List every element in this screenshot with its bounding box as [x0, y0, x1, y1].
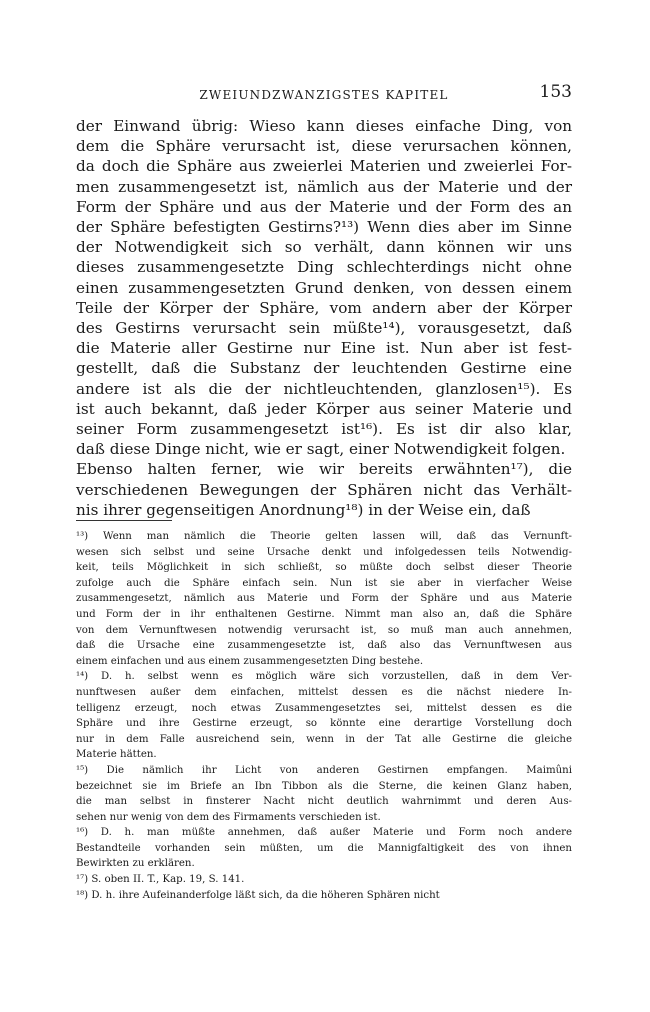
footnote-line: bezeichnet sie im Briefe an Ibn Tibbon als die Sterne, die keinen Glanz haben, [76, 780, 572, 792]
footnote-line: ¹⁶) D. h. man müßte annehmen, daß außer Materie und Form noch andere [76, 827, 572, 839]
footnote-line: Sphäre und ihre Gestirne erzeugt, so könnte eine derartige Vorstellung doch [76, 718, 572, 730]
footnote-line: daß die Ursache eine zusammengesetzte ist, daß also das Vernunftwesen aus [76, 640, 572, 652]
body-text-line: ist auch bekannt, daß jeder Körper aus seiner Materie und [76, 399, 572, 418]
running-title: ZWEIUNDZWANZIGSTES KAPITEL [199, 88, 449, 102]
footnote-line: von dem Vernunftwesen notwendig verursacht ist, so muß man auch annehmen, [76, 624, 572, 636]
footnote-line: ¹⁴) D. h. selbst wenn es möglich wäre sich vorzustellen, daß in dem Ver- [76, 671, 572, 683]
footnote-line: ¹⁵) Die nämlich ihr Licht von anderen Gestirnen empfangen. Maimûni [76, 764, 572, 776]
footnote-separator [76, 520, 172, 521]
body-text-line: des Gestirns verursacht sein müßte¹⁴), vorausgesetzt, daß [76, 319, 572, 338]
footnote-line: Materie hätten. [76, 749, 157, 761]
footnote-line: sehen nur wenig von dem des Firmaments verschieden ist. [76, 811, 381, 823]
body-text-line: seiner Form zusammengesetzt ist¹⁶). Es ist dir also klar, [76, 420, 572, 439]
footnote-line: nur in dem Falle ausreichend sein, wenn in der Tat alle Gestirne die gleiche [76, 733, 572, 745]
footnote-line: nunftwesen außer dem einfachen, mittelst dessen es die nächst niedere In- [76, 686, 572, 698]
body-text-line: der Notwendigkeit sich so verhält, dann können wir uns [76, 238, 572, 257]
footnote-line: und Form der in ihr enthaltenen Gestirne. Nimmt man also an, daß die Sphäre [76, 608, 572, 620]
body-text-line: Ebenso halten ferner, wie wir bereits erwähnten¹⁷), die [76, 460, 572, 479]
body-text-line: der Sphäre befestigten Gestirns?¹³) Wenn dies aber im Sinne [76, 218, 572, 237]
body-text-line: Teile der Körper der Sphäre, vom andern aber der Körper [76, 298, 572, 317]
body-text-line: nis ihrer gegenseitigen Anordnung¹⁸) in der Weise ein, daß [76, 500, 531, 519]
body-text-line: andere ist als die der nichtleuchtenden, glanzlosen¹⁵). Es [76, 379, 572, 398]
footnotes [76, 529, 572, 903]
body-text-line: verschiedenen Bewegungen der Sphären nicht das Verhält- [76, 480, 572, 499]
footnote-line: Bestandteile vorhanden sein müßten, um die Mannigfaltigkeit des von ihnen [76, 842, 572, 854]
body-text-line: Form der Sphäre und aus der Materie und der Form des an [76, 197, 572, 216]
body-text-line: men zusammengesetzt ist, nämlich aus der Materie und der [76, 177, 572, 196]
footnote-line: ¹³) Wenn man nämlich die Theorie gelten lassen will, daß das Vernunft- [76, 531, 572, 542]
footnote-line: einem einfachen und aus einem zusammengesetzten Ding bestehe. [76, 655, 424, 667]
body-text-line: dieses zusammengesetzte Ding schlechterdings nicht ohne [76, 258, 572, 277]
footnote-line: keit, teils Möglichkeit in sich schließt, so müßte doch selbst dieser Theorie [76, 562, 572, 574]
body-text-line: der Einwand übrig: Wieso kann dieses einfache Ding, von [76, 117, 572, 135]
body-text-line: die Materie aller Gestirne nur Eine ist. Nun aber ist fest- [76, 339, 572, 358]
page-number: 153 [539, 82, 572, 102]
page-header [76, 82, 572, 106]
body-text-line: einen zusammengesetzten Grund denken, von dessen einem [76, 278, 572, 297]
body-text-line: da doch die Sphäre aus zweierlei Materien und zweierlei For- [76, 157, 572, 176]
body-text-line: daß diese Dinge nicht, wie er sagt, einer Notwendigkeit folgen. [76, 440, 566, 459]
body-text-line: dem die Sphäre verursacht ist, diese verursachen können, [76, 137, 572, 156]
footnote-line: die man selbst in finsterer Nacht nicht deutlich wahrnimmt und deren Aus- [76, 796, 572, 808]
footnote-line: wesen sich selbst und seine Ursache denkt und infolgedessen teils Notwendig- [76, 546, 572, 558]
main-text [76, 116, 572, 520]
body-text-line: gestellt, daß die Substanz der leuchtenden Gestirne eine [76, 359, 572, 378]
footnote-line: zusammengesetzt, nämlich aus Materie und Form der Sphäre und aus Materie [76, 593, 572, 605]
footnote-line: ¹⁷) S. oben II. T., Kap. 19, S. 141. [76, 874, 245, 886]
footnote-line: ¹⁸) D. h. ihre Aufeinanderfolge läßt sich, da die höheren Sphären nicht [76, 889, 440, 901]
footnote-line: Bewirkten zu erklären. [76, 858, 195, 870]
footnote-line: telligenz erzeugt, noch etwas Zusammengesetztes sei, mittelst dessen es die [76, 702, 572, 714]
footnote-line: zufolge auch die Sphäre einfach sein. Nun ist sie aber in vierfacher Weise [76, 577, 572, 589]
